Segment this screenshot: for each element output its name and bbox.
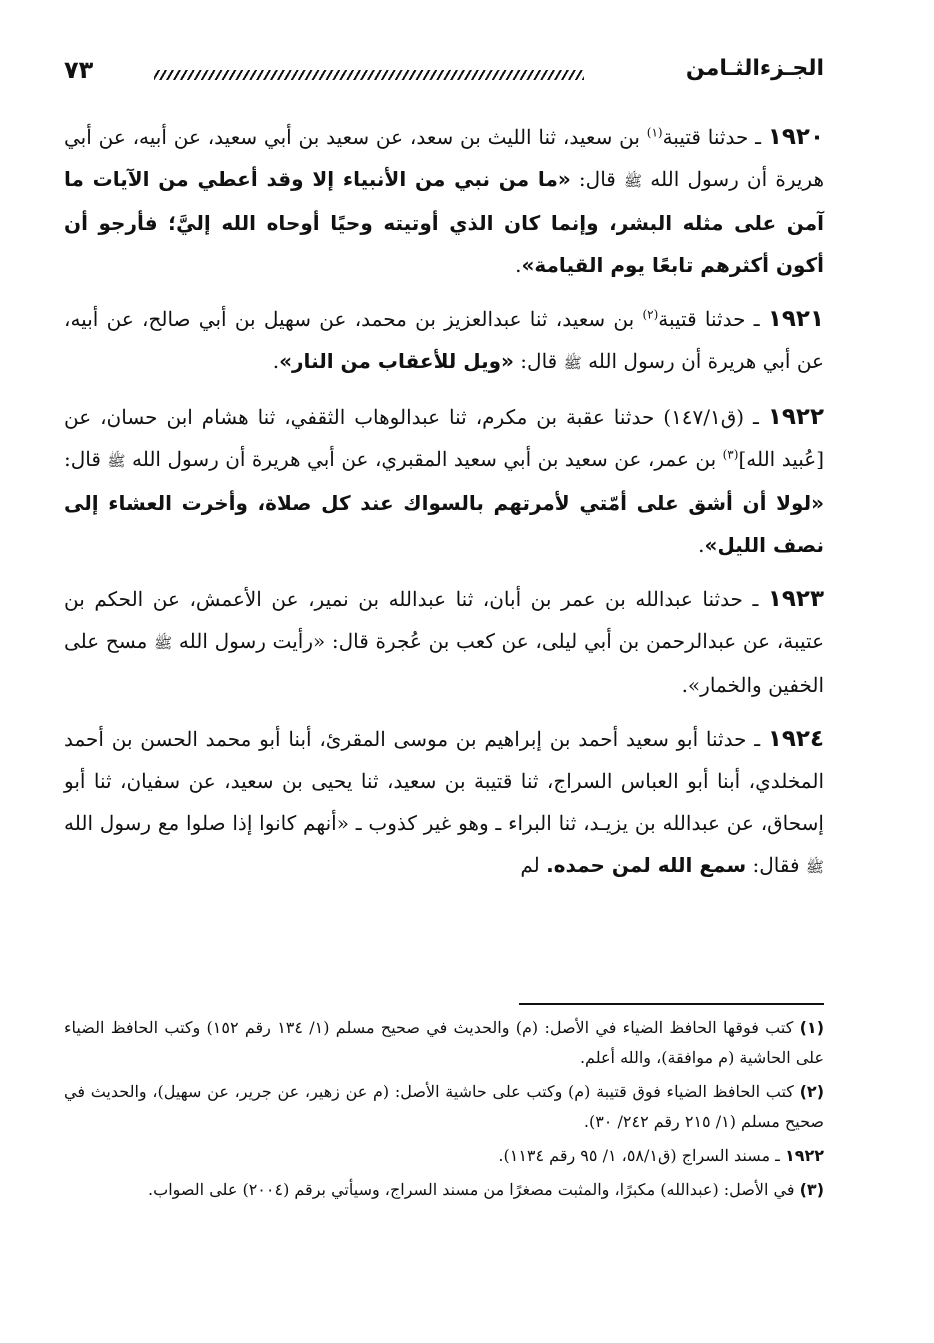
hadith-matn: «ما من نبي من الأنبياء إلا وقد أعطي من الآيات ما آمن على مثله البشر، وإنما كان الذي أوتيته وحيًا أوحاه الله إليَّ؛ فأرجو أن أكون أكثرهم تابعًا يوم القيامة» (64, 167, 824, 277)
hadith-dash: ـ (744, 405, 768, 429)
hadith-1922 (64, 396, 824, 566)
hadith-dash: ـ (748, 125, 768, 149)
isnad-text: مسح على الخفين والخمار». (64, 629, 824, 697)
footnote-item (64, 1077, 824, 1137)
hadith-number: ١٩٢١ (767, 306, 824, 332)
isnad-text: حدثنا أبو سعيد أحمد بن إبراهيم بن موسى المقرئ، أبنا أبو محمد الحسن بن أحمد المخلدي، أبنا أبو العباس السراج، ثنا قتيبة بن سعيد، ثنا يحيى بن سعيد، عن سفيان، ثنا أبو إسحاق، عن عبدالله بن يزيـد، ثنا البراء ـ وهو غير كذوب ـ «أنهم كانوا إذا صلوا مع رسول الله (64, 727, 824, 835)
isnad-text: قال: (570, 167, 625, 191)
footnote-number: ١٩٢٢ (784, 1146, 824, 1165)
salutation-glyph: ﷺ (154, 634, 173, 652)
hadith-1921 (64, 298, 824, 384)
isnad-text: حدثنا عبدالله بن عمر بن أبان، ثنا عبدالله بن نمير، عن الأعمش، عن الحكم بن عتيبة، عن عبدالرحمن بن أبي ليلى، عن كعب بن عُجرة قال: «رأيت رسول الله (64, 587, 825, 653)
footnote-text: ـ مسند السراج (ق٥٨/١، ١/ ٩٥ رقم ١١٣٤). (498, 1146, 785, 1165)
page-header (64, 50, 824, 94)
isnad-text: بن سعيد، ثنا الليث بن سعد، عن سعيد بن أبي سعيد، عن أبيه، عن أبي هريرة أن رسول الله (64, 125, 824, 191)
isnad-text: حدثنا قتيبة (662, 125, 749, 149)
salutation-glyph: ﷺ (624, 172, 643, 190)
footnote-ref: (٢) (642, 307, 659, 322)
isnad-text: قال: (64, 447, 108, 471)
salutation-glyph: ﷺ (107, 452, 126, 470)
hadith-end: . (515, 253, 522, 277)
footnote-number: (٣) (799, 1180, 824, 1199)
hadith-matn: «لولا أن أشق على أمّتي لأمرتهم بالسواك عند كل صلاة، وأخرت العشاء إلى نصف الليل» (64, 491, 824, 557)
isnad-text: فقال: (746, 853, 806, 877)
footnote-item (64, 1175, 824, 1205)
footnote-text: في الأصل: (عبدالله) مكبرًا، والمثبت مصغرًا من مسند السراج، وسيأتي برقم (٢٠٠٤) على الصواب. (148, 1180, 800, 1199)
isnad-text: قال: (513, 349, 564, 373)
footnote-text: كتب فوقها الحافظ الضياء في الأصل: (م) والحديث في صحيح مسلم (١/ ١٣٤ رقم ١٥٢) وكتب الحافظ الضياء على الحاشية (م موافقة)، والله أعلم. (64, 1018, 824, 1067)
page-number: ٧٣ (64, 56, 94, 84)
isnad-text: بن عمر، عن سعيد بن أبي سعيد المقبري، عن أبي هريرة أن رسول الله (125, 447, 723, 471)
hadith-matn: «ويل للأعقاب من النار» (279, 349, 514, 373)
footnote-ref: (١) (646, 125, 663, 140)
footnote-ref: (٣) (722, 447, 739, 462)
footnote-item (64, 1013, 824, 1073)
hadith-number: ١٩٢٢ (767, 404, 825, 430)
salutation-glyph: ﷺ (805, 858, 824, 876)
hadith-1920 (64, 116, 824, 286)
hadith-matn: سمع الله لمن حمده. (546, 853, 747, 877)
hadith-number: ١٩٢٣ (767, 586, 825, 612)
running-title: الجـزءالثـامن (685, 56, 824, 81)
isnad-text: حدثنا قتيبة (658, 307, 746, 331)
header-ornament-rule (154, 70, 584, 80)
hadith-1923 (64, 578, 824, 706)
hadith-dash: ـ (745, 307, 768, 331)
hadith-number: ١٩٢٤ (767, 726, 824, 752)
hadith-dash: ـ (746, 727, 768, 751)
salutation-glyph: ﷺ (563, 354, 582, 372)
footnote-number: (٢) (799, 1082, 824, 1101)
hadith-end: . (698, 533, 705, 557)
hadith-dash: ـ (742, 587, 768, 611)
main-text (64, 116, 824, 888)
hadith-end: . (272, 349, 280, 373)
hadith-end: لم (520, 853, 547, 877)
isnad-text: بن سعيد، ثنا عبدالعزيز بن محمد، عن سهيل بن أبي صالح، عن أبيه، عن أبي هريرة أن رسول الله (64, 307, 824, 373)
hadith-1924 (64, 718, 824, 888)
footnotes (64, 1013, 824, 1209)
isnad-text: (ق١٤٧/١) حدثنا عقبة بن مكرم، ثنا عبدالوهاب الثقفي، ثنا هشام ابن حسان، عن [عُبيد الله] (64, 405, 825, 471)
footnote-separator (519, 1003, 824, 1005)
footnote-number: (١) (799, 1018, 824, 1037)
footnote-text: كتب الحافظ الضياء فوق قتيبة (م) وكتب على حاشية الأصل: (م عن زهير، عن جرير، عن سهيل)، والحديث في صحيح مسلم (١/ ٢١٥ رقم ٢٤٢/ ٣٠). (64, 1082, 824, 1131)
hadith-number: ١٩٢٠ (767, 124, 824, 150)
footnote-item (64, 1141, 824, 1171)
